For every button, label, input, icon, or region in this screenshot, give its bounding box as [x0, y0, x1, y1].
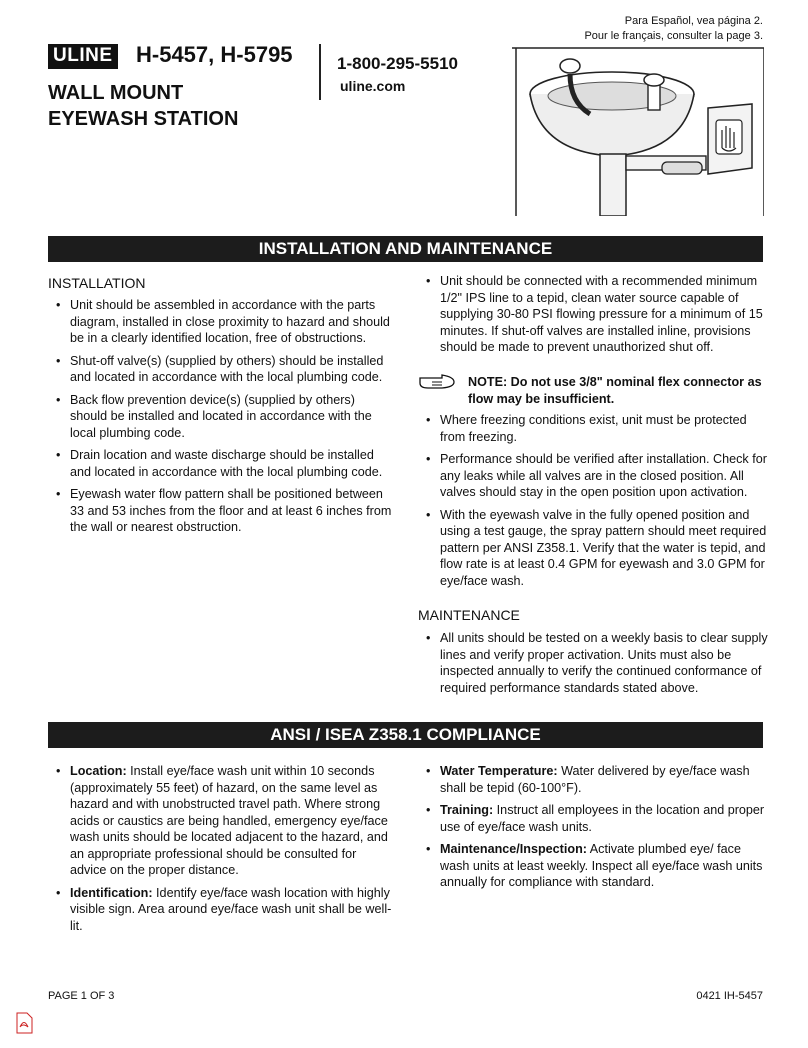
list-item	[418, 763, 768, 796]
list-item: • Drain location and waste discharge should be installed and located in accordance with the local plumbing code.	[48, 447, 393, 480]
compliance-list-left	[48, 763, 393, 940]
item-label: Maintenance/Inspection:	[440, 842, 587, 856]
installation-list-continued	[418, 273, 768, 362]
item-text: Instruct all employees in the location and proper use of eye/face wash units.	[440, 803, 765, 834]
note-block	[418, 374, 763, 407]
item-label: Training:	[440, 803, 494, 817]
document-code: 0421 IH-5457	[696, 990, 763, 1002]
compliance-list-right	[418, 763, 768, 897]
ansi-compliance-band: ANSI / ISEA Z358.1 COMPLIANCE	[48, 722, 763, 748]
title-line-1: WALL MOUNT	[48, 82, 184, 104]
list-item	[418, 841, 768, 891]
french-reference: Pour le français, consulter la page 3.	[584, 30, 763, 42]
list-item	[418, 802, 768, 835]
item-text: Identify eye/face wash location with highly visible sign. Area around eye/face wash unit shall be well-lit.	[70, 885, 392, 933]
phone-number: 1-800-295-5510	[337, 54, 458, 73]
installation-maintenance-band: INSTALLATION AND MAINTENANCE	[48, 236, 763, 262]
maintenance-heading: MAINTENANCE	[418, 607, 520, 623]
list-item: • Unit should be connected with a recommended minimum 1/2" IPS line to a tepid, clean water source capable of supplying 30-80 PSI flowing pressure for a minimum of 15 minutes. If shut-off valves are installed inline, provisions should be made to prevent unauthorized shut off.	[418, 273, 768, 356]
installation-heading: INSTALLATION	[48, 275, 146, 291]
note-text: NOTE: Do not use 3/8" nominal flex connector as flow may be insufficient.	[468, 375, 762, 406]
item-label: Water Temperature:	[440, 764, 558, 778]
list-item: • Shut-off valve(s) (supplied by others) should be installed and located in accordance with the local plumbing code.	[48, 353, 393, 386]
uline-logo: ULINE	[48, 44, 118, 69]
list-item: • Eyewash water flow pattern shall be positioned between 33 and 53 inches from the floor and at least 6 inches from the wall or nearest obstruction.	[48, 486, 393, 536]
page-title	[48, 80, 238, 132]
list-item: • All units should be tested on a weekly basis to clear supply lines and verify proper activation. Units must also be inspected annually to verify the continued conformance of required performance standards stated above.	[418, 630, 768, 696]
maintenance-list	[418, 630, 768, 702]
spanish-reference: Para Español, vea página 2.	[624, 15, 763, 27]
pdf-icon	[14, 1012, 34, 1034]
list-item: • With the eyewash valve in the fully opened position and using a test gauge, the spray pattern should meet required pattern per ANSI Z358.1. Verify that the water is tepid, and flow rate is at least 0.4 GPM for eyewash and 3.0 GPM for eye/face wash.	[418, 507, 768, 590]
pointing-hand-icon	[418, 374, 456, 390]
list-item: • Where freezing conditions exist, unit must be protected from freezing.	[418, 412, 768, 445]
installation-list	[48, 297, 393, 542]
website-link[interactable]: uline.com	[340, 78, 406, 94]
item-label: Location:	[70, 764, 127, 778]
eyewash-station-illustration	[512, 44, 764, 216]
item-text: Activate plumbed eye/ face wash units at least weekly. Inspect all eye/face wash units annually for compliance with standard.	[440, 842, 763, 889]
title-line-2: EYEWASH STATION	[48, 108, 239, 130]
list-item: • Performance should be verified after installation. Check for any leaks while all valves are in the closed position. All valves should stay in the open position upon activation.	[418, 451, 768, 501]
list-item	[48, 763, 393, 879]
item-text: Water delivered by eye/face wash shall be tepid (60-100°F).	[440, 764, 750, 795]
item-text: Install eye/face wash unit within 10 seconds (approximately 55 feet) of hazard, on the same level as hazard and with unobstructed travel path. Where strong acids or caustics are being handled, emergency eye/face wash units should be located adjacent to the hazard, and an appropriate professional should be consulted for advice on the proper distance.	[70, 764, 388, 877]
list-item: • Back flow prevention device(s) (supplied by others) should be installed and located in accordance with the local plumbing code.	[48, 392, 393, 442]
header-divider	[319, 44, 321, 100]
item-label: Identification:	[70, 885, 153, 900]
installation-list-continued-2	[418, 412, 768, 595]
list-item: • Unit should be assembled in accordance with the parts diagram, installed in close proximity to hazard and should be in a clearly identified location, free of obstructions.	[48, 297, 393, 347]
list-item	[48, 885, 393, 935]
page-number: PAGE 1 OF 3	[48, 990, 115, 1002]
model-numbers: H-5457, H-5795	[136, 42, 293, 67]
